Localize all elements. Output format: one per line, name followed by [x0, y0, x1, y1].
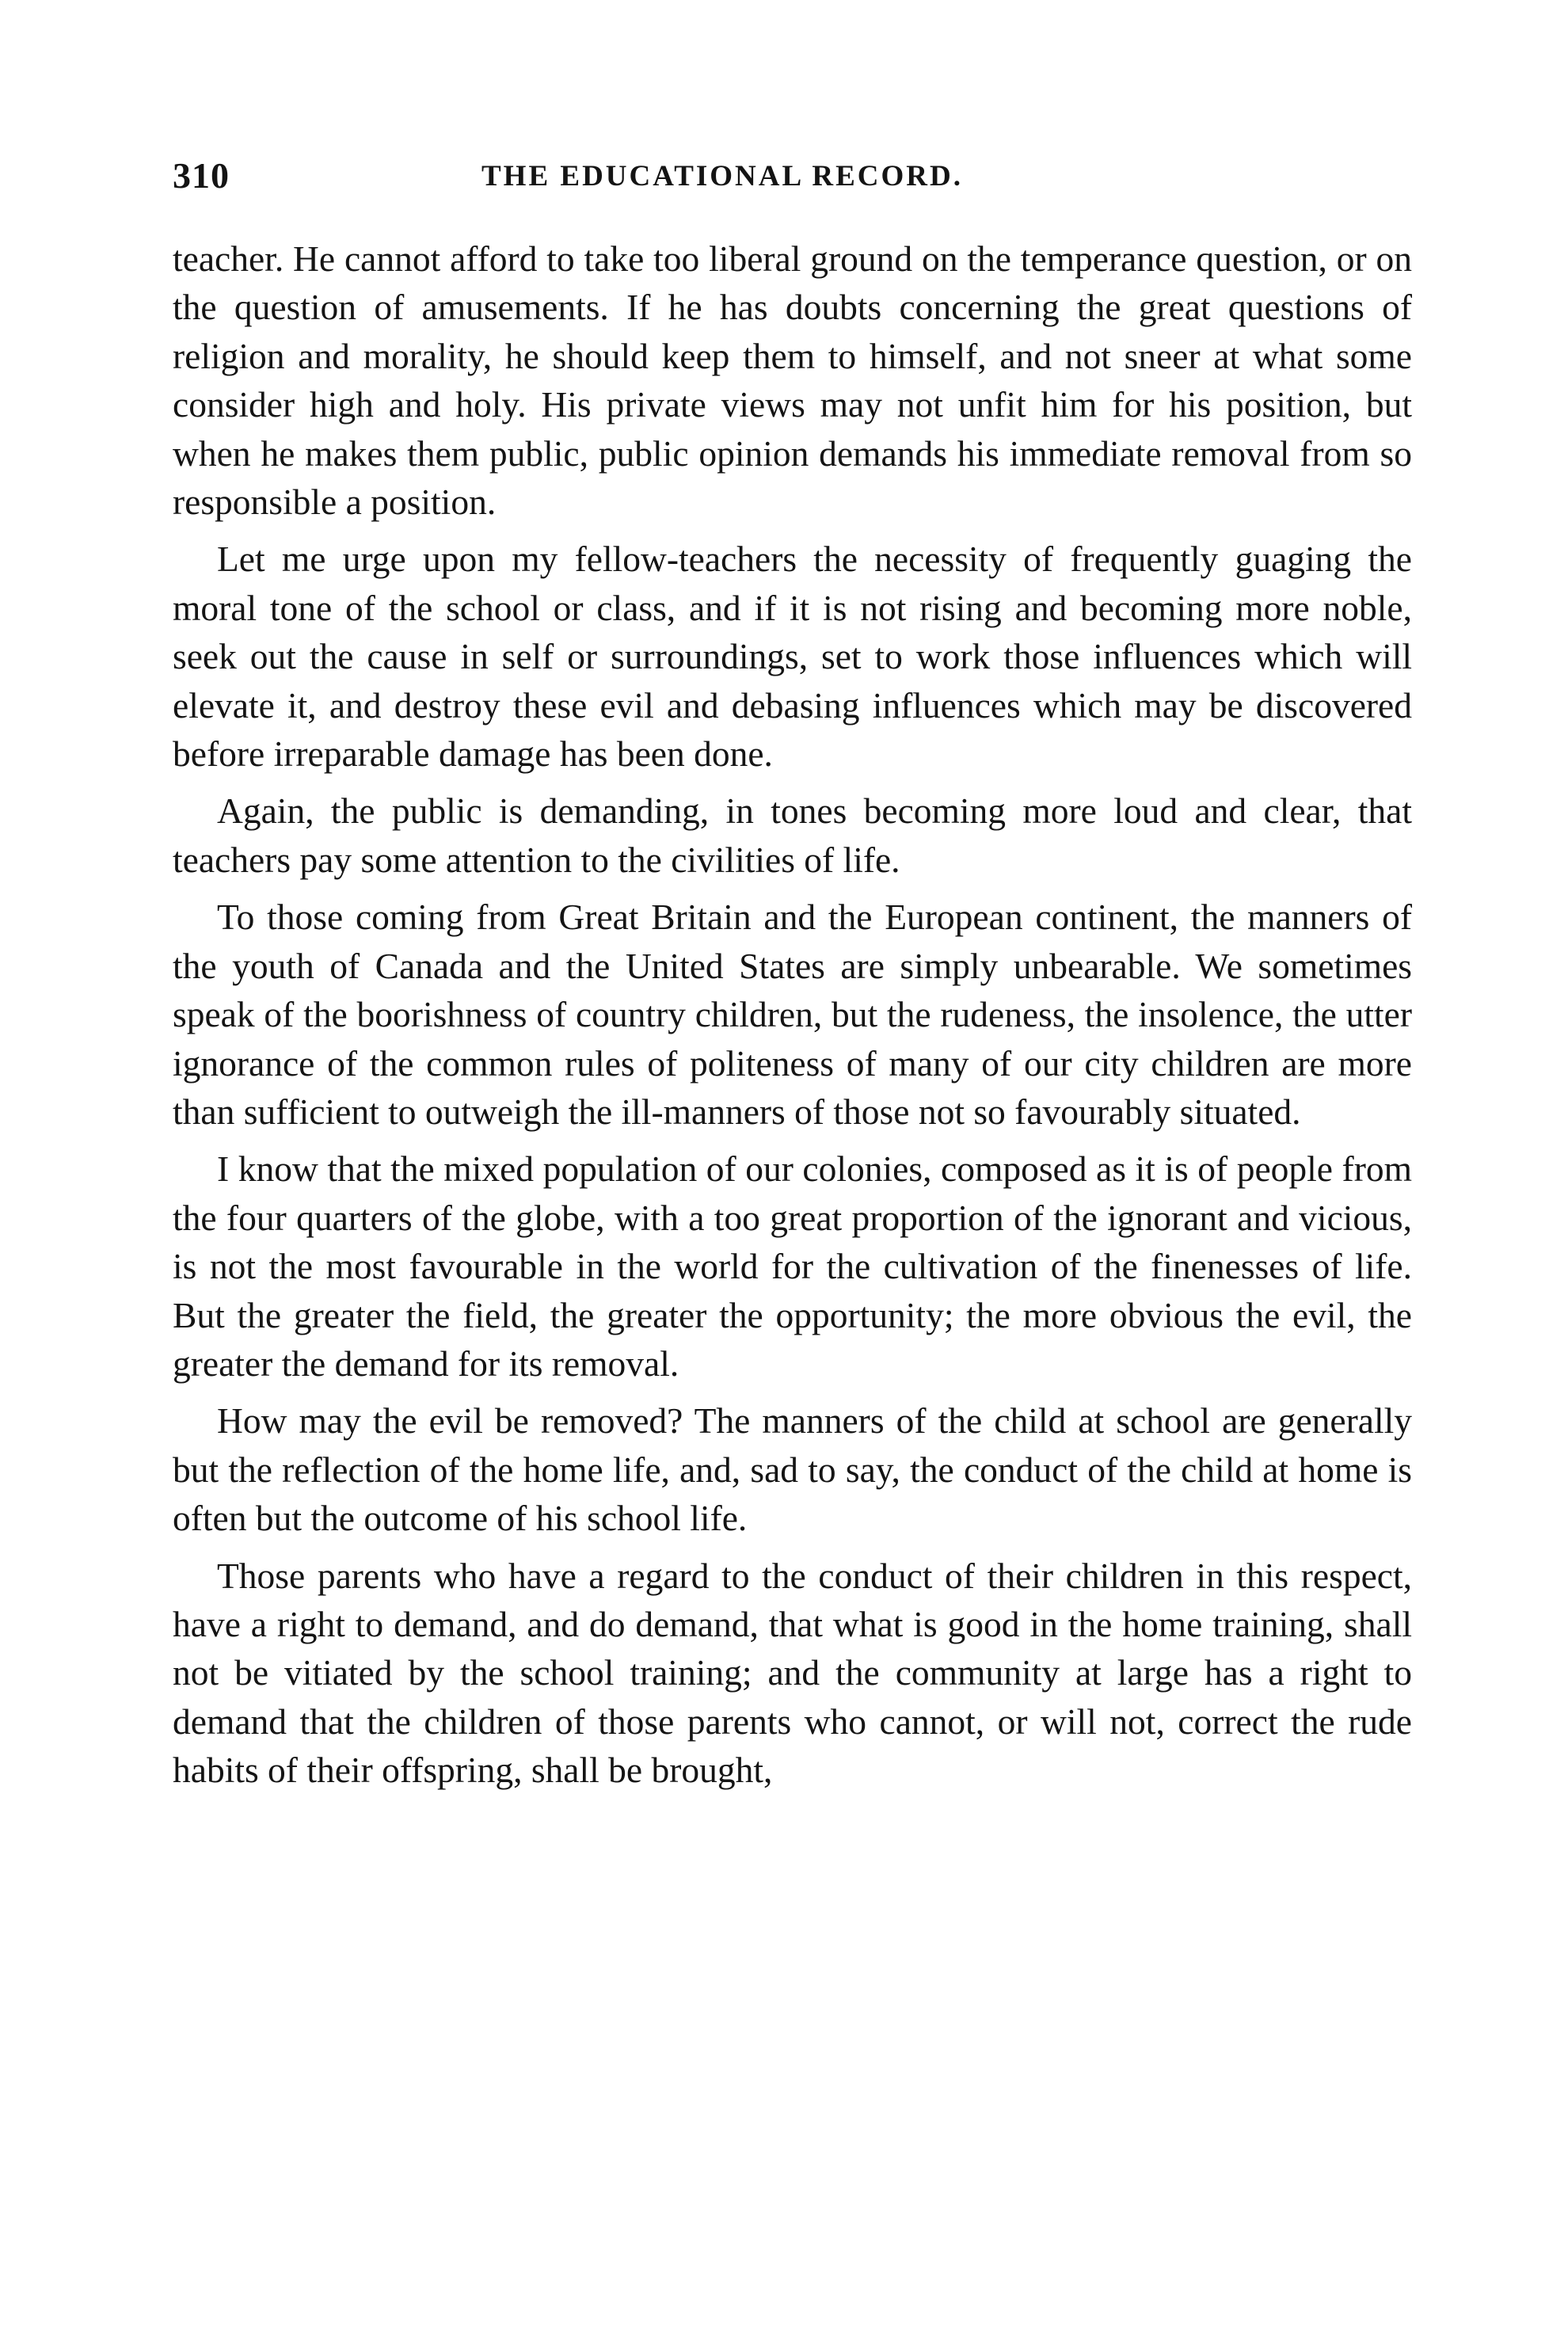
- paragraph: To those coming from Great Britain and the European continent, the manners of the youth of Canada and the United States are simply unbearable. We sometimes speak of the boorishness of country children, but the rudeness, the insolence, the utter ignorance of the common rules of politeness of many of our city children are more than sufficient to outweigh the ill-manners of those not so favourably situated.: [173, 897, 1412, 1132]
- running-title: THE EDUCATIONAL RECORD.: [481, 160, 963, 192]
- paragraph: Again, the public is demanding, in tones becoming more loud and clear, that teachers pay some attention to the civilities of life.: [173, 790, 1412, 880]
- paragraph: I know that the mixed population of our colonies, composed as it is of people from the four quarters of the globe, with a too great proportion of the ignorant and vicious, is not the most favourable in the world for the cultivation of the finenesses of life. But the greater the field, the greater the opportunity; the more obvious the evil, the greater the demand for its removal.: [173, 1148, 1412, 1384]
- paragraph: Those parents who have a regard to the conduct of their children in this respect, have a right to demand, and do demand, that what is good in the home training, shall not be vitiated by the school training; and the community at large has a right to demand that the children of those parents who cannot, or will not, correct the rude habits of their offspring, shall be brought,: [173, 1555, 1412, 1791]
- paragraph: How may the evil be removed? The manners of the child at school are generally but the reflection of the home life, and, sad to say, the conduct of the child at home is often but the outcome of his school life.: [173, 1400, 1412, 1539]
- body-text: [173, 234, 1412, 1803]
- paragraph-continuation: teacher. He cannot afford to take too liberal ground on the temperance question, or on the question of amusements. If he has doubts concerning the great questions of religion and morality, he should keep them to himself, and not sneer at what some consider high and holy. His private views may not unfit him for his position, but when he makes them public, public opinion demands his immediate removal from so responsible a position.: [173, 238, 1412, 523]
- page-header: [173, 154, 1412, 210]
- page-number: 310: [173, 155, 230, 196]
- paragraph: Let me urge upon my fellow-teachers the necessity of frequently guaging the moral tone of the school or class, and if it is not rising and becoming more noble, seek out the cause in self or surroundings, set to work those influences which will elevate it, and destroy these evil and debasing influences which may be discovered before irreparable damage has been done.: [173, 539, 1412, 775]
